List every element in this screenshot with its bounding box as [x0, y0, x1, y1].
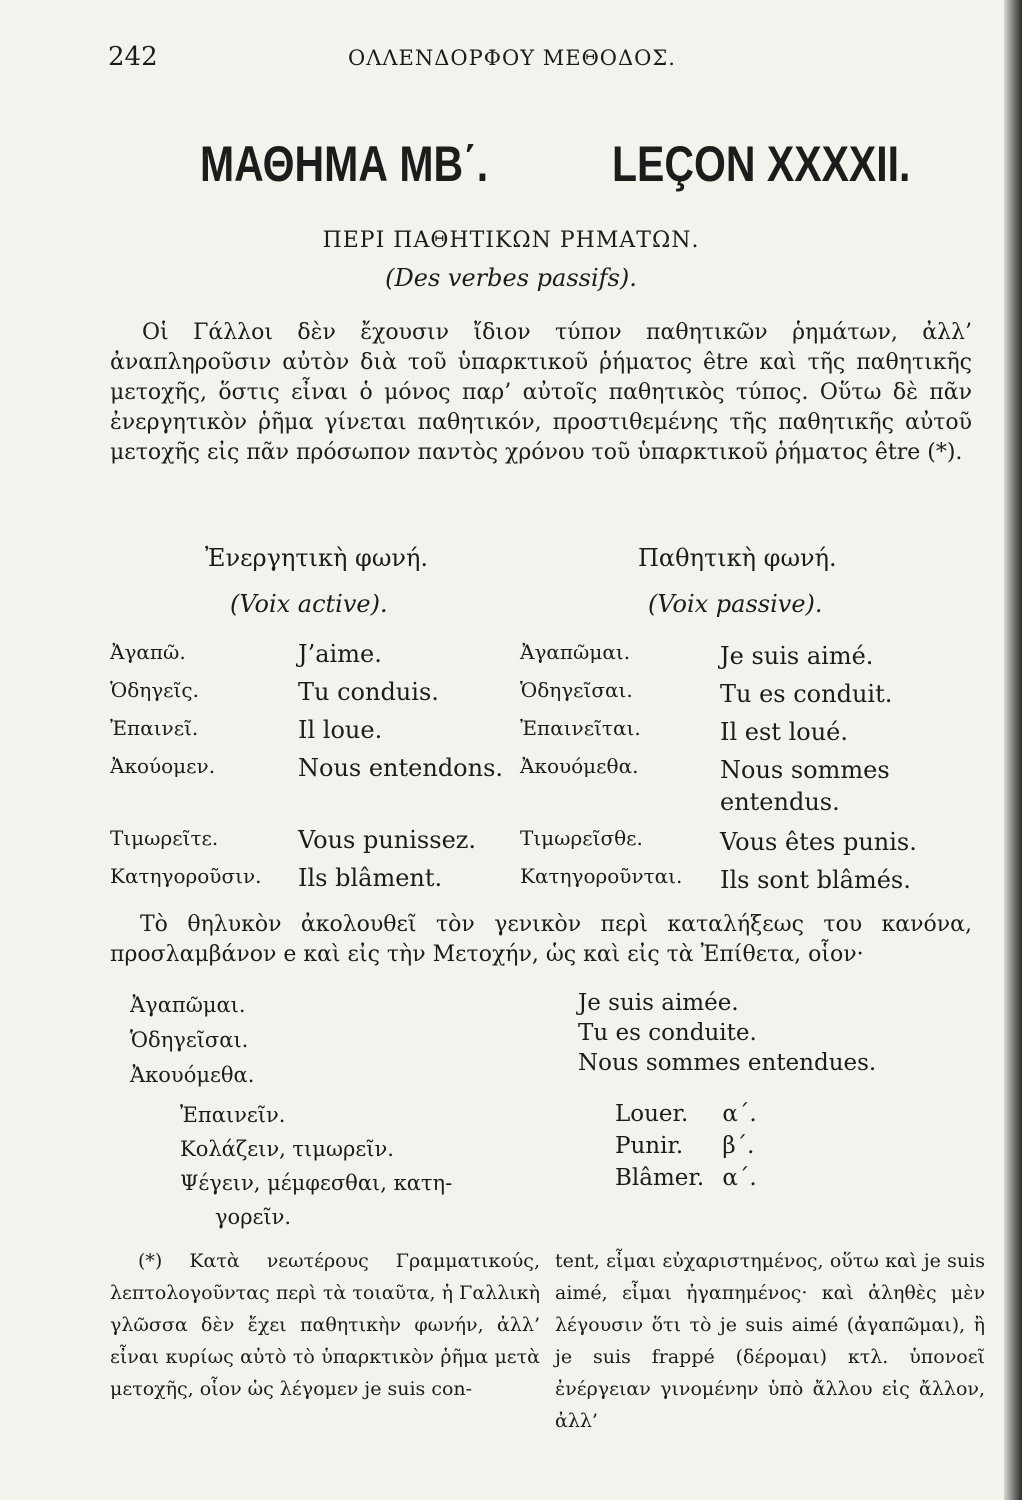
footnote-left-column: (*) Κατὰ νεωτέρους Γραμματικούς, λεπτολογοῦντας περὶ τὰ τοιαῦτα, ἡ Γαλλικὴ γλῶσσα δὲν ἔχει παθητικὴν φωνήν, ἀλλ’ εἶναι κυρίως αὐτὸ τὸ ὑπαρκτικὸν ῥῆμα μετὰ μετοχῆς, οἷον ὡς λέγομεν je suis con-: [110, 1250, 540, 1400]
conjugation-row: [110, 640, 972, 678]
vocabulary-greek: [180, 1098, 520, 1234]
vocab-french-item: [615, 1130, 757, 1162]
section-title-greek: ΠΕΡΙ ΠΑΘΗΤΙΚΩΝ ΡΗΜΑΤΩΝ.: [322, 228, 700, 253]
column-head-passive-greek: Παθητικὴ φωνή.: [638, 544, 837, 572]
vocab-greek-item: Κολάζειν, τιμωρεῖν.: [180, 1137, 394, 1161]
feminine-french-item: Tu es conduite.: [578, 1020, 757, 1046]
feminine-rule-paragraph: Τὸ θηλυκὸν ἀκολουθεῖ τὸν γενικὸν περὶ καταλήξεως του κανόνα, προσλαμβάνον e καὶ εἰς τὴν Μετοχήν, ὡς καὶ εἰς τὰ Ἐπίθετα, οἷον·: [110, 912, 972, 967]
active-french: Vous punissez.: [298, 826, 477, 854]
page-edge-shadow: [1004, 0, 1022, 1500]
passive-french: Ils sont blâmés.: [720, 866, 911, 894]
passive-greek: Ὁδηγεῖσαι.: [520, 678, 633, 702]
active-greek: Ἐπαινεῖ.: [110, 716, 199, 740]
feminine-greek-item: Ἀγαπῶμαι.: [130, 993, 246, 1017]
active-greek: Τιμωρεῖτε.: [110, 826, 219, 850]
passive-greek: Ἀγαπῶμαι.: [520, 640, 631, 664]
vocab-greek-item: Ἐπαινεῖν.: [180, 1103, 286, 1127]
running-title: ΟΛΛΕΝΔΟΡΦΟΥ ΜΕΘΟΔΟΣ.: [348, 46, 676, 70]
passive-french: Je suis aimé.: [720, 642, 874, 670]
page-header: [108, 42, 938, 82]
column-head-active-french: (Voix active).: [230, 590, 388, 618]
conjugation-row: [110, 826, 972, 864]
feminine-french-item: Je suis aimée.: [578, 990, 739, 1016]
passive-french: Tu es conduit.: [720, 680, 893, 708]
vocab-french-item: [615, 1098, 757, 1130]
vocab-word: Punir.: [615, 1133, 684, 1159]
column-head-active-greek: Ἐνεργητικὴ φωνή.: [205, 544, 428, 572]
passive-greek: Τιμωρεῖσθε.: [520, 826, 643, 850]
passive-french: Vous êtes punis.: [720, 828, 917, 856]
feminine-greek-list: [130, 988, 254, 1093]
active-french: Tu conduis.: [298, 678, 439, 706]
vocab-class: β΄.: [722, 1133, 755, 1159]
passive-greek: Κατηγοροῦνται.: [520, 864, 683, 888]
vocab-class: α΄.: [722, 1101, 757, 1127]
active-french: J’aime.: [298, 640, 382, 668]
vocab-word: Blâmer.: [615, 1165, 705, 1191]
passive-french: Nous sommes entendus.: [720, 756, 890, 816]
section-title-french: (Des verbes passifs).: [385, 264, 637, 292]
column-head-passive-french: (Voix passive).: [648, 590, 823, 618]
active-greek: Ἀγαπῶ.: [110, 640, 186, 664]
active-french: Ils blâment.: [298, 864, 443, 892]
conjugation-table: [110, 640, 972, 902]
feminine-french-list: [578, 988, 876, 1078]
active-greek: Ἀκούομεν.: [110, 754, 216, 778]
conjugation-row: [110, 678, 972, 716]
passive-greek: Ἐπαινεῖται.: [520, 716, 641, 740]
vocab-greek-item: Ψέγειν, μέμφεσθαι, κατη-: [180, 1171, 453, 1195]
passive-french: Il est loué.: [720, 718, 848, 746]
conjugation-row: [110, 864, 972, 902]
active-french: Il loue.: [298, 716, 383, 744]
passive-greek: Ἀκουόμεθα.: [520, 754, 639, 778]
conjugation-row: [110, 716, 972, 754]
vocab-word: Louer.: [615, 1101, 689, 1127]
page-number: 242: [108, 42, 158, 72]
footnote-right-column: tent, εἶμαι εὐχαριστημένος, οὕτω καὶ je suis aimé, εἶμαι ἠγαπημένος· καὶ ἀληθὲς μὲν λέγουσιν ὅτι τὸ je suis aimé (ἀγαπῶμαι), ἢ je suis frappé (δέρομαι) κτλ. ὑπονοεῖ ἐνέργειαν γινομένην ὑπὸ ἄλλου εἰς ἄλλον, ἀλλ’: [555, 1250, 985, 1432]
active-french: Nous entendons.: [298, 754, 504, 782]
vocab-greek-item: γορεῖν.: [215, 1205, 292, 1229]
vocabulary-french: [615, 1098, 757, 1194]
active-greek: Κατηγοροῦσιν.: [110, 864, 262, 888]
conjugation-row: [110, 754, 972, 826]
active-greek: Ὁδηγεῖς.: [110, 678, 199, 702]
intro-paragraph: Οἱ Γάλλοι δὲν ἔχουσιν ἴδιον τύπον παθητικῶν ῥημάτων, ἀλλ’ ἀναπληροῦσιν αὐτὸν διὰ τοῦ ὑπαρκτικοῦ ῥήματος être καὶ τῆς παθητικῆς μετοχῆς, ὅστις εἶναι ὁ μόνος παρ’ αὐτοῖς παθητικὸς τύπος. Οὕτω δὲ πᾶν ἐνεργητικὸν ῥῆμα γίνεται παθητικόν, προστιθεμένης τῆς παθητικῆς αὐτοῦ μετοχῆς εἰς πᾶν πρόσωπον παντὸς χρόνου τοῦ ὑπαρκτικοῦ ῥήματος être (*).: [110, 320, 972, 465]
vocab-class: α΄.: [722, 1165, 757, 1191]
lesson-title-greek: ΜΑΘΗΜΑ ΜΒ΄.: [200, 136, 489, 192]
lesson-title-french: LEÇON XXXXII.: [612, 136, 911, 192]
feminine-greek-item: Ἀκουόμεθα.: [130, 1063, 255, 1087]
vocab-french-item: [615, 1162, 757, 1194]
feminine-greek-item: Ὁδηγεῖσαι.: [130, 1028, 249, 1052]
feminine-french-item: Nous sommes entendues.: [578, 1050, 877, 1076]
